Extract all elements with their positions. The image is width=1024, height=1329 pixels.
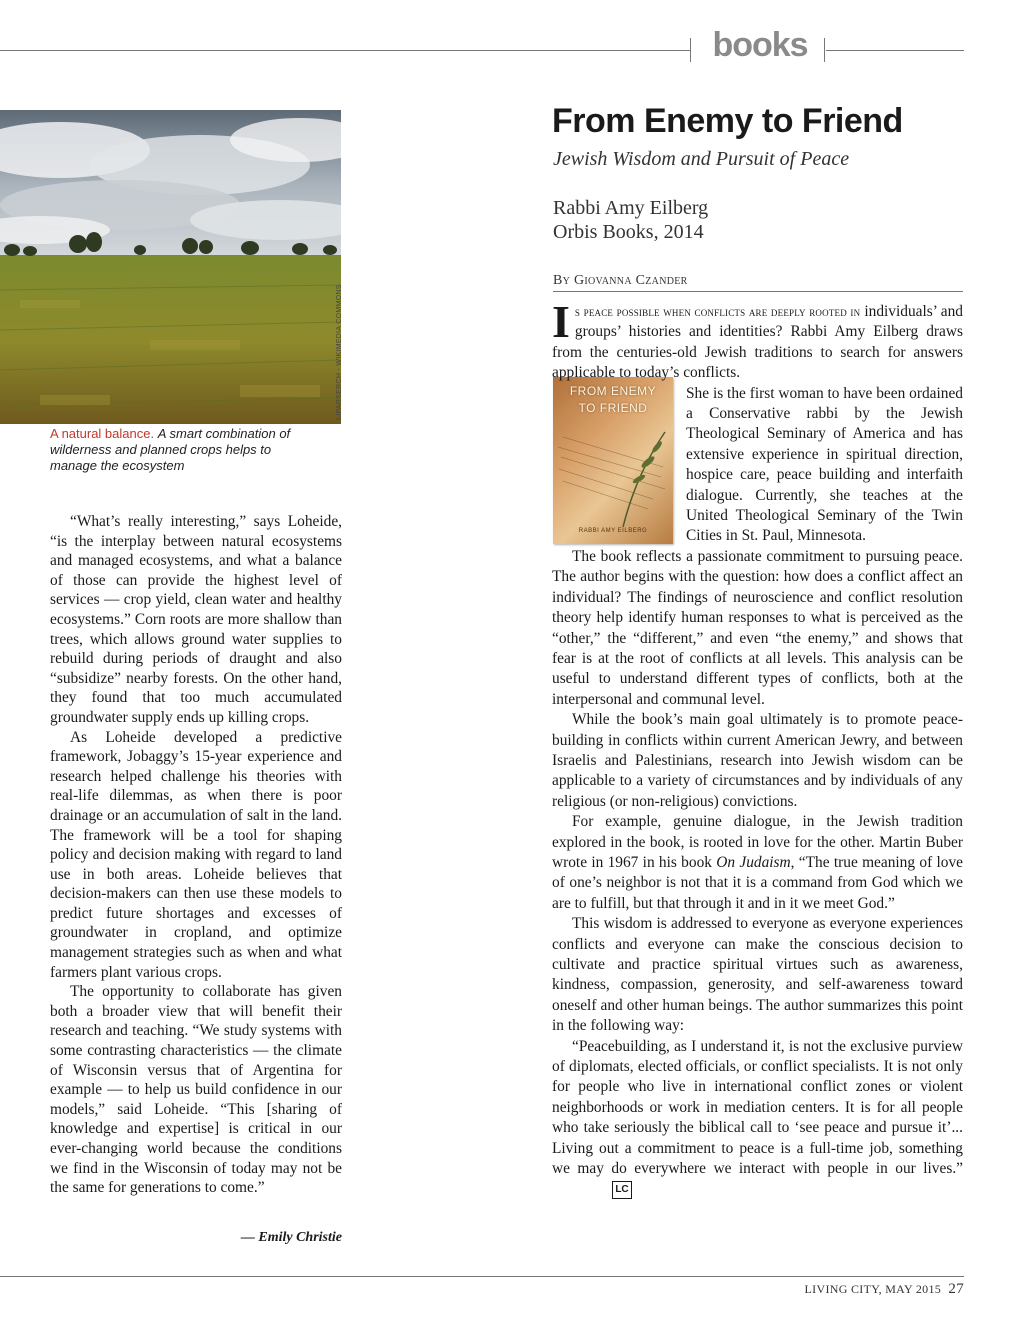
lc-end-mark: LC — [612, 1181, 632, 1199]
left-article-column — [50, 512, 342, 1198]
reviewer-byline: By Giovanna Czander — [553, 273, 688, 288]
review-subtitle: Jewish Wisdom and Pursuit of Peace — [553, 148, 850, 170]
review-title: From Enemy to Friend — [552, 102, 903, 140]
example-text: , “The true meaning of love of one’s neighbor is not that it is a command from God which we are to fulfill, but that through it and in it we meet God.” — [552, 853, 963, 912]
photo-credit: LIPARSERCH - WIKIMEDIA COMMONS — [336, 284, 343, 420]
caption-head: A natural balance. — [50, 426, 155, 441]
page-footer — [805, 1281, 964, 1298]
closing-quote: “Peacebuilding, as I understand it, is not the exclusive purview of diplomats, elected officials, or conflict specialists. It is not only for people who live in international conflict zones or violent neighborhoods or work in mediation centers. It is for all people who take seriously the biblical call to ‘see peace and pursue it’... Living out a commitment to peace is a full-time job, something we may do everywhere we interact with people in our lives.” — [552, 1037, 963, 1178]
lead-smallcaps: s peace possible when conflicts are deeply rooted in — [574, 305, 861, 319]
magazine-issue: LIVING CITY, MAY 2015 — [804, 1282, 942, 1296]
page-number: 27 — [948, 1281, 964, 1297]
reviewer-rule — [553, 291, 963, 292]
review-paragraph: She is the first woman to have been ordained a Conservative rabbi by the Jewish Theological Seminary of America and has extensive experience in spiritual direction, hospice care, peace building and interfaith dialogue. Currently, she teaches at the United Theological Seminary of the Twin Cities in St. Paul, Minnesota. — [686, 384, 963, 545]
left-paragraph: As Loheide developed a predictive framework, Jobaggy’s 15-year experience and research helped challenge his theories with real-life dilemmas, as when there is poor drainage or an accumulation of salt in the land. The framework will be a tool for shaping policy and decision making with regard to land use in both areas. Loheide believes that decision-makers can then use these models to predict future shortages and excesses of groundwater in cropland, and optimize management strategies such as when and what farmers plant various crops. — [50, 728, 342, 981]
left-paragraph: The opportunity to collaborate has given both a broader view that will benefit their research and teaching. “We study systems with some contrasting characteristics — the climate of Wisconsin versus that of Argentina for example — to help us build confidence in our models,” said Loheide. “This [sharing of knowledge and expertise] is critical in our ever-changing world because the conditions we find in the Wisconsin of today may not be the same for generations to come.” — [50, 983, 342, 1197]
header-rule-right — [826, 50, 964, 51]
review-paragraph — [552, 1037, 963, 1200]
book-author: Rabbi Amy Eilberg — [553, 197, 709, 219]
book-info — [553, 196, 708, 244]
lead-rest: individuals’ and groups’ histories and identities? Rabbi Amy Eilberg draws from the centuries-old Jewish traditions to search for answers applicable to today’s conflicts. — [552, 303, 963, 382]
example-text: For example, genuine dialogue, in the Jewish tradition explored in the book, is rooted in love for the other. Martin Buber wrote in 1967 in his book — [552, 813, 963, 871]
caption-body: A smart combination of wilderness and planned crops helps to manage the ecosystem — [50, 426, 291, 473]
header-tick-right — [824, 38, 825, 62]
left-byline: — Emily Christie — [240, 1230, 342, 1245]
footer-rule — [0, 1276, 964, 1277]
book-reference: On Judaism — [716, 853, 791, 871]
section-label: books — [712, 26, 808, 64]
cover-title-line: FROM ENEMY — [569, 384, 657, 398]
cover-author: RABBI AMY EILBERG — [578, 528, 648, 534]
review-paragraph: The book reflects a passionate commitment to pursuing peace. The author begins with the question: how does a conflict affect an individual? The findings of neuroscience and conflict resolution theory help identify human responses to what is perceived as the “other,” the “different,” and even “the enemy,” and shows that fear is at the root of conflicts at all levels. This analysis can be useful to understand different types of conflicts, both at the interpersonal and communal level. — [552, 547, 963, 708]
cover-title-line: TO FRIEND — [578, 401, 648, 415]
header-tick-left — [690, 38, 691, 62]
review-paragraph: This wisdom is addressed to everyone as everyone experiences conflicts and everyone can make the conscious decision to cultivate and practice spiritual virtues such as awareness, kindness, compassion, generosity, and self-awareness toward oneself and other human beings. The author summarizes this point in the following way: — [552, 915, 963, 1035]
review-paragraph: While the book’s main goal ultimately is to promote peace-building in conflicts within current American Jewry, and between Israelis and Palestinians, research into Jewish wisdom can be applicable to a variety of circumstances and by individuals of any religious (or non-religious) convictions. — [552, 711, 963, 810]
photo-caption — [50, 426, 320, 474]
landscape-photo — [0, 110, 341, 424]
review-paragraph — [552, 812, 963, 914]
review-body — [552, 296, 963, 1200]
left-paragraph: “What’s really interesting,” says Loheide, “is the interplay between natural ecosystems and managed ecosystems, and what a balance of those can provide the highest level of services — crop yield, clean water and healthy ecosystems.” Corn roots are more shallow than trees, which allows ground water supplies to rebuild during periods of draught and also “subsidize” nearby forests. On the other hand, they found that too much accumulated groundwater supply ends up killing crops. — [50, 513, 342, 726]
review-paragraph — [552, 296, 963, 384]
book-publisher: Orbis Books, 2014 — [553, 221, 704, 243]
header-rule — [0, 50, 690, 51]
drop-cap: I — [552, 296, 570, 347]
